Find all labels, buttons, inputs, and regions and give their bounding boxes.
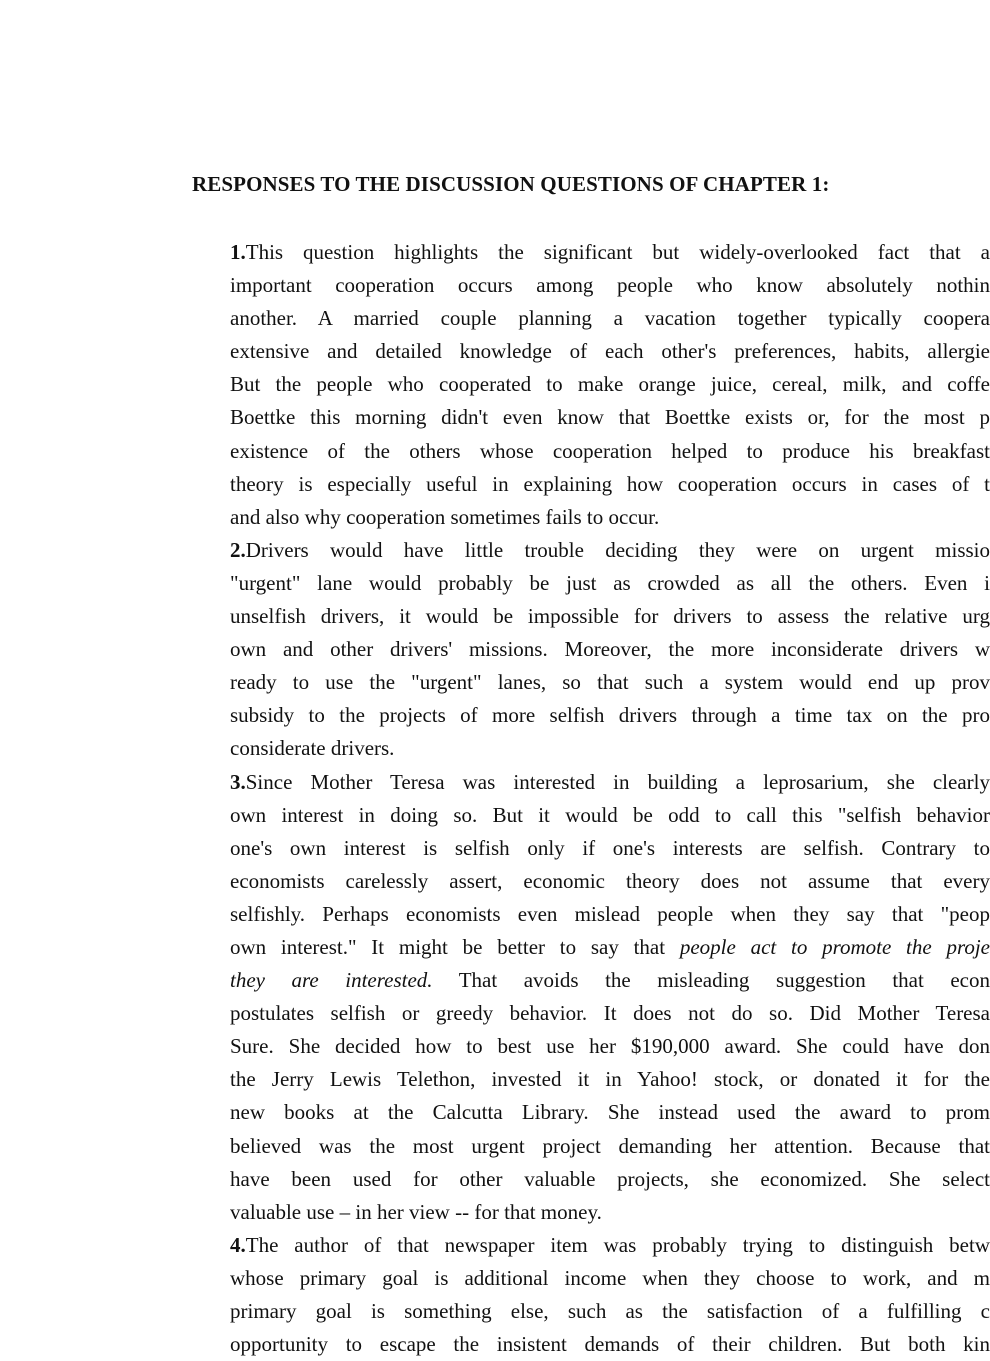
line-text: "urgent" lane would probably be just as crowded as all the others. Even i xyxy=(230,570,990,595)
line-text: ready to use the "urgent" lanes, so that such a system would end up prov xyxy=(230,670,990,695)
text-line xyxy=(230,1030,990,1063)
line-text: Since Mother Teresa was interested in building a leprosarium, she clearly xyxy=(245,769,990,794)
line-text: Boettke this morning didn't even know that Boettke exists or, for the most p xyxy=(230,405,990,430)
line-text: Drivers would have little trouble deciding they were on urgent missio xyxy=(245,537,990,562)
text-line xyxy=(230,501,990,534)
italic-text: people act to promote the proje xyxy=(679,934,990,959)
line-text: The author of that newspaper item was probably trying to distinguish betw xyxy=(245,1232,990,1257)
text-line xyxy=(230,1295,990,1328)
text-line xyxy=(230,1096,990,1129)
text-line xyxy=(230,1262,990,1295)
line-text: theory is especially useful in explaining how cooperation occurs in cases of t xyxy=(230,471,990,496)
text-line xyxy=(230,368,990,401)
line-text: selfishly. Perhaps economists even mislead people when they say that "peop xyxy=(230,901,990,926)
text-line xyxy=(230,832,990,865)
text-line xyxy=(230,567,990,600)
line-text: extensive and detailed knowledge of each other's preferences, habits, allergie xyxy=(230,339,990,364)
text-line xyxy=(230,1196,990,1229)
line-text: valuable use – in her view -- for that money. xyxy=(230,1199,602,1224)
line-text: economists carelessly assert, economic theory does not assume that every xyxy=(230,868,990,893)
line-text: unselfish drivers, it would be impossible for drivers to assess the relative urg xyxy=(230,604,990,629)
text-line xyxy=(230,732,990,765)
text-line xyxy=(230,997,990,1030)
text-line xyxy=(230,401,990,434)
line-text: believed was the most urgent project demanding her attention. Because that xyxy=(230,1133,990,1158)
text-line xyxy=(230,335,990,368)
text-line xyxy=(230,1163,990,1196)
text-line xyxy=(230,600,990,633)
line-text: postulates selfish or greedy behavior. It does not do so. Did Mother Teresa xyxy=(230,1001,990,1026)
text-line xyxy=(230,766,990,799)
question-number: 2. xyxy=(230,537,246,562)
line-text: whose primary goal is additional income when they choose to work, and m xyxy=(230,1265,990,1290)
text-line xyxy=(230,898,990,931)
text-line xyxy=(230,468,990,501)
text-line xyxy=(230,865,990,898)
question-number: 4. xyxy=(230,1232,246,1257)
text-line xyxy=(230,964,990,997)
line-text: one's own interest is selfish only if one's interests are selfish. Contrary to xyxy=(230,835,990,860)
text-line xyxy=(230,931,990,964)
line-text: existence of the others whose cooperation helped to produce his breakfast xyxy=(230,438,990,463)
document-heading: RESPONSES TO THE DISCUSSION QUESTIONS OF CHAPTER 1: xyxy=(192,172,830,196)
line-text: the Jerry Lewis Telethon, invested it in Yahoo! stock, or donated it for the xyxy=(230,1067,990,1092)
text-line xyxy=(230,236,990,269)
text-line xyxy=(230,1229,990,1262)
line-text: and also why cooperation sometimes fails to occur. xyxy=(230,504,660,529)
line-text: own interest." It might be better to say that xyxy=(230,934,680,959)
question-number: 1. xyxy=(230,240,246,264)
text-line xyxy=(230,435,990,468)
text-line xyxy=(230,666,990,699)
line-text: own and other drivers' missions. Moreover, the more inconsiderate drivers w xyxy=(230,637,990,662)
text-line xyxy=(230,699,990,732)
italic-text: they are interested. xyxy=(230,968,433,993)
line-text: important cooperation occurs among people who know absolutely nothin xyxy=(230,273,990,298)
line-text: subsidy to the projects of more selfish drivers through a time tax on the pro xyxy=(230,703,990,728)
document-body xyxy=(230,236,990,1361)
line-text: opportunity to escape the insistent demands of their children. But both kin xyxy=(230,1332,990,1357)
line-text: new books at the Calcutta Library. She instead used the award to prom xyxy=(230,1100,990,1125)
text-line xyxy=(230,633,990,666)
line-text: another. A married couple planning a vacation together typically coopera xyxy=(230,306,990,331)
text-line xyxy=(230,1328,990,1361)
line-text: considerate drivers. xyxy=(230,736,395,761)
text-line xyxy=(230,302,990,335)
line-text: primary goal is something else, such as the satisfaction of a fulfilling c xyxy=(230,1299,990,1323)
line-text: But the people who cooperated to make orange juice, cereal, milk, and coffe xyxy=(230,372,990,397)
text-line xyxy=(230,1130,990,1163)
text-line xyxy=(230,269,990,302)
line-text: have been used for other valuable projects, she economized. She select xyxy=(230,1166,990,1191)
line-text: That avoids the misleading suggestion that econ xyxy=(432,968,990,993)
line-text: This question highlights the significant but widely-overlooked fact that a xyxy=(245,240,990,264)
line-text: Sure. She decided how to best use her $190,000 award. She could have don xyxy=(230,1034,990,1059)
text-line xyxy=(230,534,990,567)
text-line xyxy=(230,799,990,832)
question-number: 3. xyxy=(230,769,246,794)
line-text: own interest in doing so. But it would be odd to call this "selfish behavior xyxy=(230,802,990,827)
text-line xyxy=(230,1063,990,1096)
